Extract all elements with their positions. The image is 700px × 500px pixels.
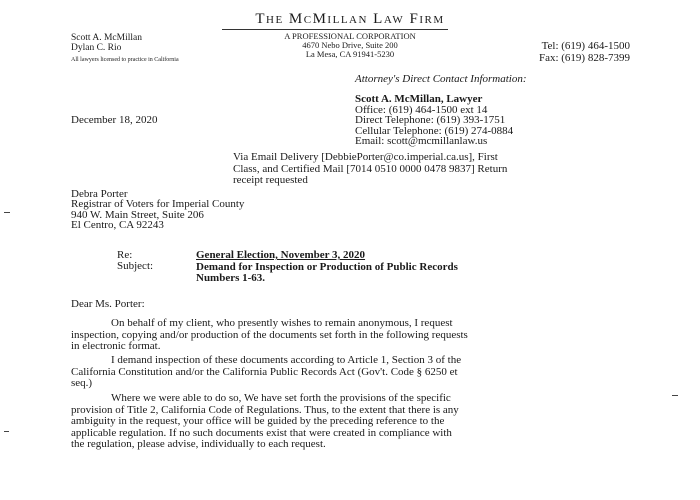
subject-value-line1: Demand for Inspection or Production of Public Records: [196, 260, 458, 273]
attorney-names: [71, 33, 142, 53]
paragraph-3-line-2: provision of Title 2, California Code of Regulations. Thus, to the extent that there is any: [71, 403, 459, 416]
firm-name: The McMillan Law Firm: [255, 11, 445, 27]
contact-name: Scott A. McMillan, Lawyer: [355, 93, 483, 105]
body-paragraph-1: [71, 318, 626, 353]
salutation: Dear Ms. Porter:: [71, 298, 145, 310]
contact-header: Attorney's Direct Contact Information:: [355, 73, 527, 85]
paragraph-3-line-5: the regulation, please advise, individually to each request.: [71, 438, 326, 451]
recipient-address: [71, 189, 244, 231]
letterhead-rule: [222, 29, 448, 30]
bar-note: All lawyers licensed to practice in California: [71, 57, 179, 63]
scan-mark-3: [672, 395, 678, 396]
paragraph-3-line-1: Where we were able to do so, We have set forth the provisions of the specific: [111, 392, 451, 404]
contact-email: Email: scott@mcmillanlaw.us: [355, 135, 488, 148]
recipient-street: 940 W. Main Street, Suite 206: [71, 208, 204, 221]
reference-labels: [117, 250, 153, 272]
delivery-line-3: receipt requested: [233, 174, 308, 187]
firm-tel: Tel: (619) 464-1500: [541, 40, 630, 52]
paragraph-3-line-4: applicable regulation. If no such documents exist that were created in compliance with: [71, 426, 452, 439]
firm-address-line2: La Mesa, CA 91941-5230: [305, 49, 395, 59]
corporation-label: A PROFESSIONAL CORPORATION: [284, 31, 416, 41]
contact-block: [355, 94, 513, 147]
paragraph-1-line-1: On behalf of my client, who presently wishes to remain anonymous, I request: [111, 317, 453, 329]
paragraph-3-line-3: ambiguity in the request, your office will be guided by the preceding reference to the: [71, 415, 445, 428]
firm-fax: Fax: (619) 828-7399: [538, 52, 630, 64]
delivery-line-2: Class, and Certified Mail [7014 0510 0000 0478 9837] Return: [233, 162, 508, 175]
subject-label: Subject:: [117, 260, 154, 272]
contact-cellular: Cellular Telephone: (619) 274-0884: [355, 124, 514, 137]
reference-values: [196, 250, 458, 285]
delivery-method: [233, 152, 507, 187]
paragraph-1-line-2: inspection, copying and/or production of the documents set forth in the following requests: [71, 328, 468, 341]
scan-mark-2: [4, 431, 9, 432]
contact-office: Office: (619) 464-1500 ext 14: [355, 103, 488, 116]
delivery-line-1: Via Email Delivery [DebbiePorter@co.imperial.ca.us], First: [233, 151, 498, 163]
recipient-city: El Centro, CA 92243: [71, 219, 164, 232]
attorney-name-1: Scott A. McMillan: [71, 33, 142, 43]
paragraph-1-line-3: in electronic format.: [71, 340, 161, 353]
re-value: General Election, November 3, 2020: [196, 249, 366, 261]
paragraph-2-line-3: seq.): [71, 377, 93, 390]
firm-phones: [480, 40, 630, 64]
attorney-name-2: Dylan C. Rio: [71, 43, 122, 53]
recipient-title: Registrar of Voters for Imperial County: [71, 198, 245, 211]
recipient-name: Debra Porter: [71, 188, 128, 200]
firm-address-line1: 4670 Nebo Drive, Suite 200: [302, 40, 398, 50]
re-label: Re:: [117, 249, 133, 261]
letter-date: December 18, 2020: [71, 114, 158, 126]
scan-mark-1: [4, 212, 10, 213]
body-paragraph-3: [71, 393, 626, 451]
subject-value-line2: Numbers 1-63.: [196, 272, 266, 284]
paragraph-2-line-2: California Constitution and/or the California Public Records Act (Gov't. Code § 6250 et: [71, 365, 458, 378]
paragraph-2-line-1: I demand inspection of these documents according to Article 1, Section 3 of the: [111, 354, 462, 366]
contact-direct: Direct Telephone: (619) 393-1751: [355, 114, 506, 127]
body-paragraph-2: [71, 355, 626, 390]
